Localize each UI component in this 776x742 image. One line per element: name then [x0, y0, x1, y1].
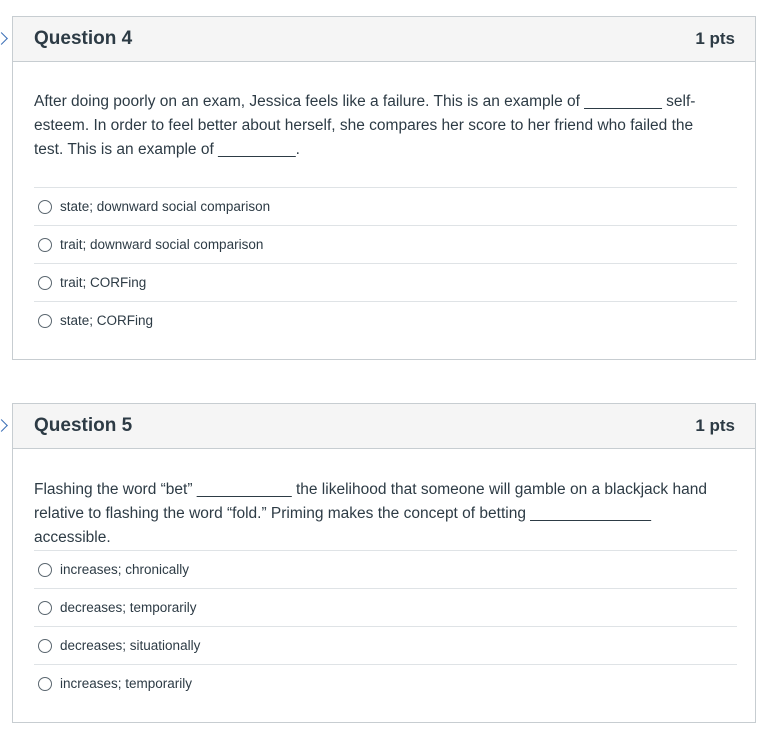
- question-text: Flashing the word “bet” ___________ the likelihood that someone will gamble on a blackjack hand relative to flashing the word “fold.” Priming makes the concept of betting ______________ accessible.: [34, 481, 707, 546]
- question-4: [12, 16, 756, 360]
- answer-option[interactable]: [34, 301, 737, 339]
- question-flag-icon[interactable]: [0, 32, 8, 45]
- answer-option[interactable]: [34, 626, 737, 664]
- answer-label[interactable]: trait; downward social comparison: [60, 237, 264, 252]
- question-text: After doing poorly on an exam, Jessica feels like a failure. This is an example of _________ self-esteem. In order to feel better about herself, she compares her score to her friend who failed the test. This is an example of _________.: [34, 93, 696, 158]
- radio-button[interactable]: [38, 200, 52, 214]
- question-header: [13, 404, 755, 449]
- answer-option[interactable]: [34, 225, 737, 263]
- radio-button[interactable]: [38, 601, 52, 615]
- answer-list: [34, 550, 737, 702]
- answer-label[interactable]: decreases; temporarily: [60, 600, 197, 615]
- answer-list: [34, 187, 737, 339]
- radio-button[interactable]: [38, 639, 52, 653]
- radio-button[interactable]: [38, 677, 52, 691]
- answer-label[interactable]: state; downward social comparison: [60, 199, 271, 214]
- answer-option[interactable]: [34, 550, 737, 588]
- answer-label[interactable]: increases; chronically: [60, 562, 190, 577]
- radio-button[interactable]: [38, 314, 52, 328]
- question-title: Question 4: [34, 28, 133, 49]
- radio-button[interactable]: [38, 563, 52, 577]
- question-header: [13, 17, 755, 62]
- answer-label[interactable]: state; CORFing: [60, 313, 154, 328]
- answer-option[interactable]: [34, 664, 737, 702]
- question-5: [12, 403, 756, 723]
- answer-label[interactable]: trait; CORFing: [60, 275, 147, 290]
- question-flag-icon[interactable]: [0, 419, 8, 432]
- question-title: Question 5: [34, 415, 133, 436]
- answer-label[interactable]: decreases; situationally: [60, 638, 201, 653]
- answer-option[interactable]: [34, 588, 737, 626]
- question-points: 1 pts: [695, 29, 735, 48]
- answer-option[interactable]: [34, 187, 737, 225]
- question-points: 1 pts: [695, 416, 735, 435]
- answer-option[interactable]: [34, 263, 737, 301]
- radio-button[interactable]: [38, 238, 52, 252]
- answer-label[interactable]: increases; temporarily: [60, 676, 193, 691]
- radio-button[interactable]: [38, 276, 52, 290]
